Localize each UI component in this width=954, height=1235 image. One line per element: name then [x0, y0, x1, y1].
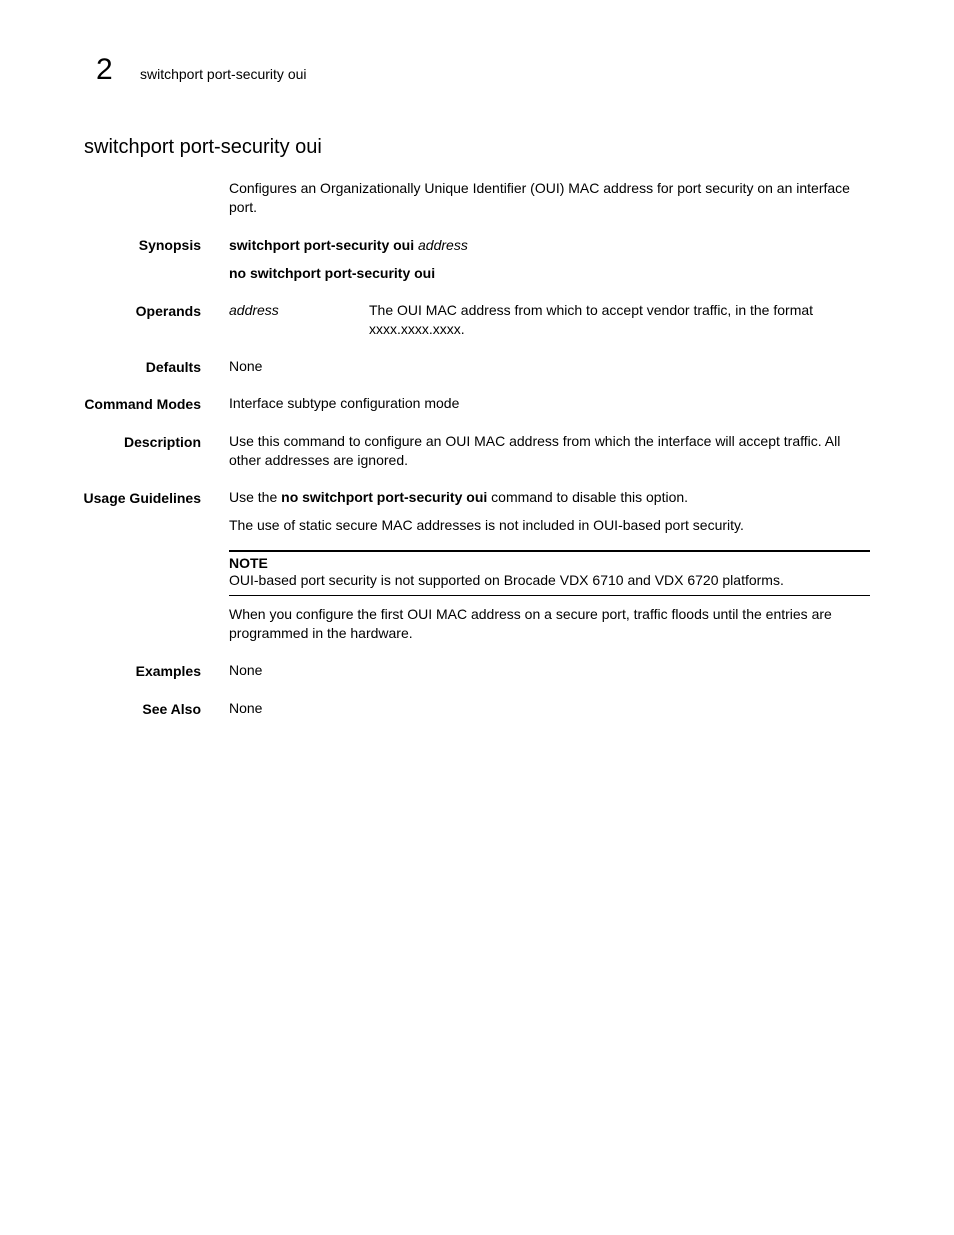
note-bottom-rule — [229, 595, 870, 596]
usage-line1-command: no switchport port-security oui — [281, 489, 488, 505]
synopsis-argument: address — [414, 237, 468, 253]
usage-line1-suffix: command to disable this option. — [487, 489, 689, 505]
running-header-title: switchport port-security oui — [140, 66, 307, 82]
synopsis-command: switchport port-security oui — [229, 237, 415, 253]
command-modes-label: Command Modes — [84, 396, 201, 412]
note-text: OUI-based port security is not supported on Brocade VDX 6710 and VDX 6720 platforms. — [229, 572, 784, 588]
usage-guidelines-label: Usage Guidelines — [83, 490, 201, 506]
operand-name: address — [229, 302, 279, 318]
usage-guidelines-line1 — [229, 488, 870, 507]
synopsis-command-line — [229, 236, 870, 255]
see-also-text: None — [229, 700, 263, 716]
usage-guidelines-line3: When you configure the first OUI MAC address on a secure port, traffic floods until the entries are programmed in the hardware. — [229, 606, 832, 641]
examples-label: Examples — [135, 663, 201, 679]
note-heading: NOTE — [229, 555, 268, 571]
section-title: switchport port-security oui — [84, 136, 322, 158]
chapter-number: 2 — [96, 53, 113, 86]
description-label: Description — [123, 434, 201, 450]
synopsis-label: Synopsis — [138, 237, 201, 253]
usage-guidelines-line2: The use of static secure MAC addresses is not included in OUI-based port security. — [229, 517, 744, 533]
defaults-text: None — [229, 358, 263, 374]
operand-description: The OUI MAC address from which to accept vendor traffic, in the format xxxx.xxxx.xxxx. — [369, 302, 814, 337]
description-text: Use this command to configure an OUI MAC address from which the interface will accept traffic. All other addresses are ignored. — [229, 433, 841, 468]
see-also-label: See Also — [142, 701, 201, 717]
section-intro: Configures an Organizationally Unique Identifier (OUI) MAC address for port security on an interface port. — [229, 180, 850, 215]
synopsis-no-form: no switchport port-security oui — [229, 265, 436, 281]
note-top-rule — [229, 550, 870, 552]
usage-line1-prefix: Use the — [229, 489, 282, 505]
defaults-label: Defaults — [145, 359, 201, 375]
operands-label: Operands — [135, 303, 201, 319]
command-modes-text: Interface subtype configuration mode — [229, 395, 460, 411]
examples-text: None — [229, 662, 263, 678]
